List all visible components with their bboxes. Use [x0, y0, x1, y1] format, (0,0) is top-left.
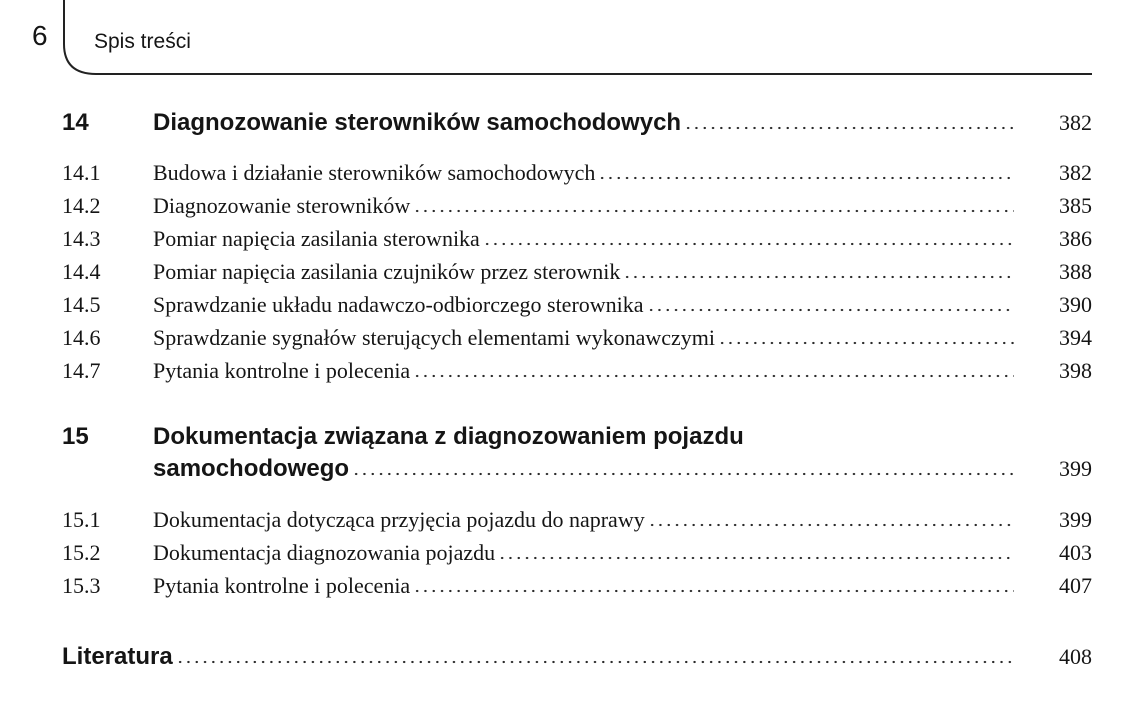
- section-number: 14.4: [62, 259, 101, 284]
- running-title: Spis treści: [94, 30, 191, 53]
- chapter-title-first-line: Dokumentacja związana z diagnozowaniem pojazdu: [153, 423, 744, 450]
- section-page-number: 394: [1059, 325, 1092, 350]
- chapter-title-line: [153, 108, 1020, 138]
- toc-section-14-7: [62, 356, 1092, 392]
- section-number: 14.7: [62, 358, 101, 383]
- section-page-number: 403: [1059, 540, 1092, 565]
- toc-chapter-14: [62, 108, 1092, 144]
- section-number: 15.2: [62, 540, 101, 565]
- section-title-line: [153, 290, 1020, 320]
- dot-leader: [352, 462, 1014, 478]
- section-page-number: 398: [1059, 358, 1092, 383]
- page-number: 6: [32, 20, 48, 51]
- dot-leader: [176, 650, 1014, 666]
- section-title-line: [153, 538, 1020, 568]
- section-title-line: [153, 158, 1020, 188]
- section-page-number: 386: [1059, 226, 1092, 251]
- section-title: Pomiar napięcia zasilania czujników przez sterownik: [153, 259, 621, 284]
- dot-leader: [483, 232, 1014, 248]
- dot-leader: [718, 331, 1014, 347]
- chapter-title-second-line: samochodowego: [153, 455, 350, 482]
- section-number: 14.3: [62, 226, 101, 251]
- toc-chapter-15: [62, 423, 1092, 490]
- dot-leader: [648, 513, 1014, 529]
- section-number: 14.2: [62, 193, 101, 218]
- toc-section-15-3: [62, 571, 1092, 607]
- section-title-line: [153, 224, 1020, 254]
- chapter-title: Diagnozowanie sterowników samochodowych: [153, 109, 682, 136]
- toc-section-14-2: [62, 191, 1092, 227]
- section-page-number: 390: [1059, 292, 1092, 317]
- chapter-number: 15: [62, 423, 89, 450]
- section-title: Dokumentacja dotycząca przyjęcia pojazdu do naprawy: [153, 507, 645, 532]
- section-page-number: 382: [1059, 160, 1092, 185]
- literature-page-number: 408: [1059, 644, 1092, 669]
- section-title: Sprawdzanie układu nadawczo-odbiorczego sterownika: [153, 292, 644, 317]
- section-page-number: 407: [1059, 573, 1092, 598]
- section-number: 14.6: [62, 325, 101, 350]
- section-title-line: [153, 571, 1020, 601]
- literature-line: [62, 642, 1020, 672]
- section-page-number: 399: [1059, 507, 1092, 532]
- chapter-page-number: 382: [1059, 110, 1092, 135]
- toc-section-14-6: [62, 323, 1092, 359]
- toc-section-15-2: [62, 538, 1092, 574]
- section-title: Pytania kontrolne i polecenia: [153, 358, 411, 383]
- chapter-title-line: [153, 454, 1020, 484]
- section-title: Pytania kontrolne i polecenia: [153, 573, 411, 598]
- dot-leader: [498, 546, 1014, 562]
- section-title-line: [153, 505, 1020, 535]
- section-page-number: 388: [1059, 259, 1092, 284]
- section-number: 14.1: [62, 160, 101, 185]
- section-title-line: [153, 257, 1020, 287]
- dot-leader: [413, 199, 1014, 215]
- chapter-number: 14: [62, 109, 89, 136]
- literature-title: Literatura: [62, 643, 173, 670]
- section-title: Pomiar napięcia zasilania sterownika: [153, 226, 480, 251]
- dot-leader: [647, 298, 1014, 314]
- section-number: 14.5: [62, 292, 101, 317]
- toc-section-14-5: [62, 290, 1092, 326]
- dot-leader: [598, 166, 1014, 182]
- toc-section-14-3: [62, 224, 1092, 260]
- section-page-number: 385: [1059, 193, 1092, 218]
- section-title: Sprawdzanie sygnałów sterujących elementami wykonawczymi: [153, 325, 716, 350]
- section-title-line: [153, 191, 1020, 221]
- section-title: Dokumentacja diagnozowania pojazdu: [153, 540, 496, 565]
- dot-leader: [413, 579, 1014, 595]
- toc-section-14-4: [62, 257, 1092, 293]
- section-number: 15.1: [62, 507, 101, 532]
- toc-section-14-1: [62, 158, 1092, 194]
- section-number: 15.3: [62, 573, 101, 598]
- dot-leader: [684, 116, 1014, 132]
- section-title-line: [153, 323, 1020, 353]
- chapter-page-number: 399: [1059, 456, 1092, 481]
- dot-leader: [413, 364, 1014, 380]
- section-title-line: [153, 356, 1020, 386]
- section-title: Budowa i działanie sterowników samochodowych: [153, 160, 596, 185]
- dot-leader: [623, 265, 1014, 281]
- toc-section-15-1: [62, 505, 1092, 541]
- toc-literature: [62, 642, 1092, 678]
- section-title: Diagnozowanie sterowników: [153, 193, 411, 218]
